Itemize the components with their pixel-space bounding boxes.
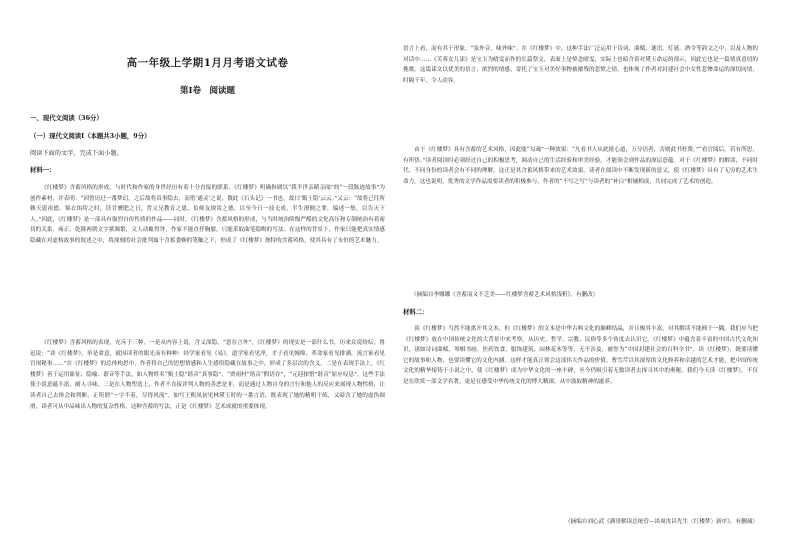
source-citation-2: （摘编自刘心武《满哥解读总统管—谈周汝昌先生〈红楼梦〉新序》，有删减） [565, 519, 758, 525]
paragraph-4: 由于《红楼梦》具有含蓄的艺术风格，因此能“勾魂”一种效果：“凡看书人从此批心道，万分语者，否则此书枉费。”“看官阅后，若有所思，有所悟。”读者阅读时必须经过自己的积极思考，调动自己的生活经验和审美经验，才能领会到作品的深层意蕴。对于《红楼梦》的解读，不同时代、不同身份的读者会有不同的理解，这正是其含蓄风格带来的艺术效果。读者在阅读中不断发现新的意义，使《红楼梦》具有了无穷的艺术生命力。这也说明，优秀的文学作品需要读者的积极参与，作者的“不写之写”与读者的“补白”相辅相成，共同完成了艺术的创造。 [403, 147, 758, 185]
subpart-heading: （一）现代文阅读Ⅰ（本题共3小题，9分） [30, 132, 151, 140]
source-citation-1: （摘编自李娜娜《含蓄而又不乏美——红楼梦含蓄艺术风格浅析》，有删改） [411, 292, 599, 298]
paragraph-1: 《红楼梦》含蓄风格的形成，与时代和作家的身世经历有着十分直接的联系。《红楼梦》明确指调以“我半世亲睹亲闻”的“一段陈迹故事”为创作素材，并表明：“因曾历过一番梦幻，之后故将真事隐去，而借‘通灵’之说，撰此《石头记》一书也。故曰‘甄士隐’云云。”又云：“故将已往所赖天恩祖德，锦衣纨绔之时，饫甘餍肥之日，背父兄教育之恩，负师友规谈之德，以至今日一技无成，半生潦倒之罪，编述一集，以告天下人。”因此，《红楼梦》是一部具有强烈自传性质的作品——同时，《红楼梦》含蓄风格的形成，与当时统治阶级严酷的文化高压和专制统治有着密切的关系。雍正、乾隆两朝文字狱频繁，文人动辄得咎，作家不能直抒胸臆，只能采取曲笔隐晦的写法。在这样的背景下，作家只能把真实情感隐藏在对虚构故事的叙述之中，将深刻的社会批判寓于含蓄委婉的笔触之下，形成了《红楼梦》独特的含蓄风格，使其具有了永恒的艺术魅力。 [30, 185, 385, 244]
volume-label: 第Ⅰ卷 阅读题 [180, 86, 235, 96]
material-1-label: 材料一： [30, 166, 56, 174]
instruction-text: 阅读下面的文字，完成下面小题。 [30, 150, 123, 157]
exam-title: 高一年级上学期1月月考语文试卷 [126, 57, 289, 69]
paragraph-5: 谈《红楼梦》当然不能离开其文本，但《红楼梦》的文本是中华古典文化的巅峰结晶，并且极其丰富，对其解读不能囿于一隅。我们应当把《红楼梦》放在中国传统文化的大背景中来考察，从历史、哲学、宗教、民俗等多个角度去认识它。《红楼梦》中蕴含着丰富的中国古代文化知识，诸如诗词曲赋、琴棋书画、医药饮食、服饰建筑、园林花木等等，无不涉及，被誉为“中国封建社会的百科全书”。读《红楼梦》，既要读懂它的故事和人物，也要读懂它的文化内涵，这样才能真正领会这部伟大作品的价值。曹雪芹以其深厚的文化修养和卓越的艺术才能，把中国传统文化的精华熔铸于小说之中，使《红楼梦》成为中华文化的一座丰碑，至今仍吸引着无数读者去探寻其中的奥秘。我们今天读《红楼梦》，不仅是在欣赏一部文学名著，更是在感受中华传统文化的博大精深，从中汲取精神的滋养。 [403, 326, 758, 385]
part-heading: 一、现代文阅读（36分） [30, 114, 103, 122]
paragraph-2: 《红楼梦》含蓄风格的表现，充斥于三种，一是从内容上说，含义深隐，“意在言外”。《红楼梦》的现实是一部什么书，历来众说纷纭。鲁迅说：“读《红楼梦》，单是命意，就因读者的眼光而有种种：经学家看见《易》，道学家看见淫，才子看见缠绵，革命家看见排满，流言家看见宫闱秘事……”在《红楼梦》的总体构思中，作者将自己的思想情感和人生感悟隐藏在故事之中，形成了多层次的含义。二是在表现手法上，《红楼梦》善于运用象征、隐喻、谐音等手法，如人物姓名“甄士隐”谐音“真事隐”，“贾雨村”谐音“假语存”，“元迎探惜”谐音“原应叹息”。这些手法使小说意蕴丰富，耐人寻味。三是在人物塑造上，作者不直接评判人物的善恶是非，而是通过人物自身的言行和他人的反应来展现人物性格，让读者自己去体会和判断，正所谓“一字不着，尽得风流”。如写王熙凤初见林黛玉时的一番言语，既表现了她的精明干练，又暗含了她的虚伪圆滑，读者可从中品味出人物的复杂性格。这种含蓄的写法，正是《红楼梦》艺术成就的重要体现。 [30, 340, 385, 410]
material-2-label: 材料二： [403, 308, 429, 316]
paragraph-3: 语言上看，而有其于形象，“弦外音，味外味”。在《红楼梦》中，这种手法广泛运用于诗词、曲赋、谜语、灯谜、酒令等韵文之中，以及人物的对话中……《芙蓉女儿诔》是宝玉为晴雯而作的长篇祭文，表面上是悼念晴雯，实际上也暗含着对黛玉命运的预示，因此它也是一篇情真意切的挽歌。这篇诔文以优美的语言、浓烈的情感，寄托了宝玉对美好事物被摧残的悲愤之情，也体现了作者对封建社会中女性悲惨命运的深切同情，时隔千年，令人动容。 [403, 46, 758, 84]
